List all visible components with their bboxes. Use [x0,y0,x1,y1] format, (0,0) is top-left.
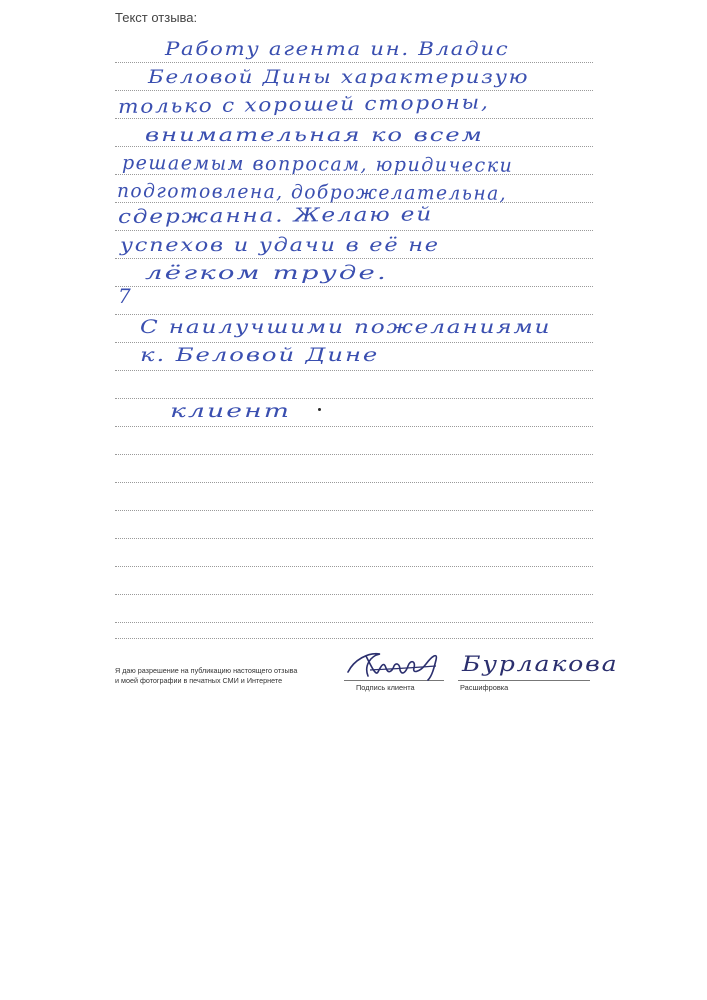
review-line: к. Беловой Дине [140,344,380,366]
ruled-line [115,90,593,91]
form-heading: Текст отзыва: [115,10,198,25]
client-signature [340,642,450,684]
ruled-line [115,482,593,483]
ruled-line [115,370,593,371]
review-line: решаемым вопросам, юридически [121,152,514,177]
ruled-line [115,622,593,623]
review-line: внимательная ко всем [145,124,484,146]
ruled-line [115,510,593,511]
ruled-line [115,638,593,639]
ruled-line [115,62,593,63]
review-line: С наилучшими пожеланиями [140,316,552,338]
ink-dot [318,408,321,411]
review-line: 7 [118,284,133,308]
ruled-line [115,314,593,315]
ruled-line [115,230,593,231]
review-line: лёгком труде. [145,262,388,284]
ruled-line [115,454,593,455]
ruled-line [115,566,593,567]
review-line: подготовлена, доброжелательна, [116,180,508,205]
ruled-line [115,286,593,287]
ruled-line [115,538,593,539]
consent-text [115,666,297,686]
review-line: Работу агента ин. Владис [165,38,510,60]
decoding-caption: Расшифровка [460,683,509,692]
signature-caption: Подпись клиента [356,683,415,692]
review-line: только с хорошей стороны, [117,91,490,118]
ruled-line [115,398,593,399]
consent-line: и моей фотографии в печатных СМИ и Интернете [115,676,283,685]
ruled-line [115,146,593,147]
review-line: клиент [170,400,292,422]
ruled-line [115,594,593,595]
review-line: Беловой Дины характеризую [148,66,530,88]
decoding-rule [458,680,590,681]
ruled-line [115,258,593,259]
ruled-line [115,118,593,119]
consent-line: Я даю разрешение на публикацию настоящего отзыва [115,666,298,675]
review-line: сдержанна. Желаю ей [117,203,434,228]
review-line: успехов и удачи в её не [120,234,440,256]
ruled-line [115,342,593,343]
decoding-name: Бурлакова [462,652,619,676]
ruled-line [115,426,593,427]
